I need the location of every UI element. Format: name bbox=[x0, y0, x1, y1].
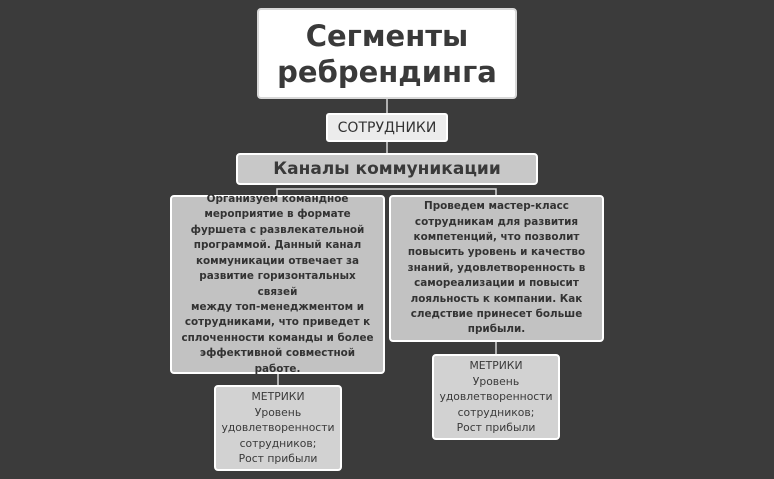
channels-label: Каналы коммуникации bbox=[273, 159, 501, 179]
channels-node bbox=[236, 153, 538, 185]
metrics-node-right bbox=[432, 354, 560, 440]
description-text-left: Организуем командное мероприятие в формате фуршета с развлекательной программой. Данный канал коммуникации отвечает за развитие горизонтальных связей между топ-менеджментом и сотрудниками, что приведет к сплоченности команды и более эффективной совместной работе. bbox=[181, 193, 374, 375]
title-text: Сегменты ребрендинга bbox=[277, 18, 497, 89]
metrics-text-left: МЕТРИКИ Уровень удовлетворенности сотрудников; Рост прибыли bbox=[221, 390, 335, 466]
metrics-node-left bbox=[214, 385, 342, 471]
description-text-right: Проведем мастер-класс сотрудникам для развития компетенций, что позволит повысить уровень и качество знаний, удовлетворенность в самореализации и повысит лояльность к компании. Как следствие принесет больше прибыли. bbox=[407, 200, 586, 336]
channel-description-right bbox=[389, 195, 604, 342]
segment-label: СОТРУДНИКИ bbox=[337, 119, 437, 136]
metrics-text-right: МЕТРИКИ Уровень удовлетворенности сотрудников; Рост прибыли bbox=[439, 359, 553, 435]
segment-node-employees bbox=[326, 113, 448, 142]
channel-description-left bbox=[170, 195, 385, 374]
title-node bbox=[257, 8, 517, 99]
